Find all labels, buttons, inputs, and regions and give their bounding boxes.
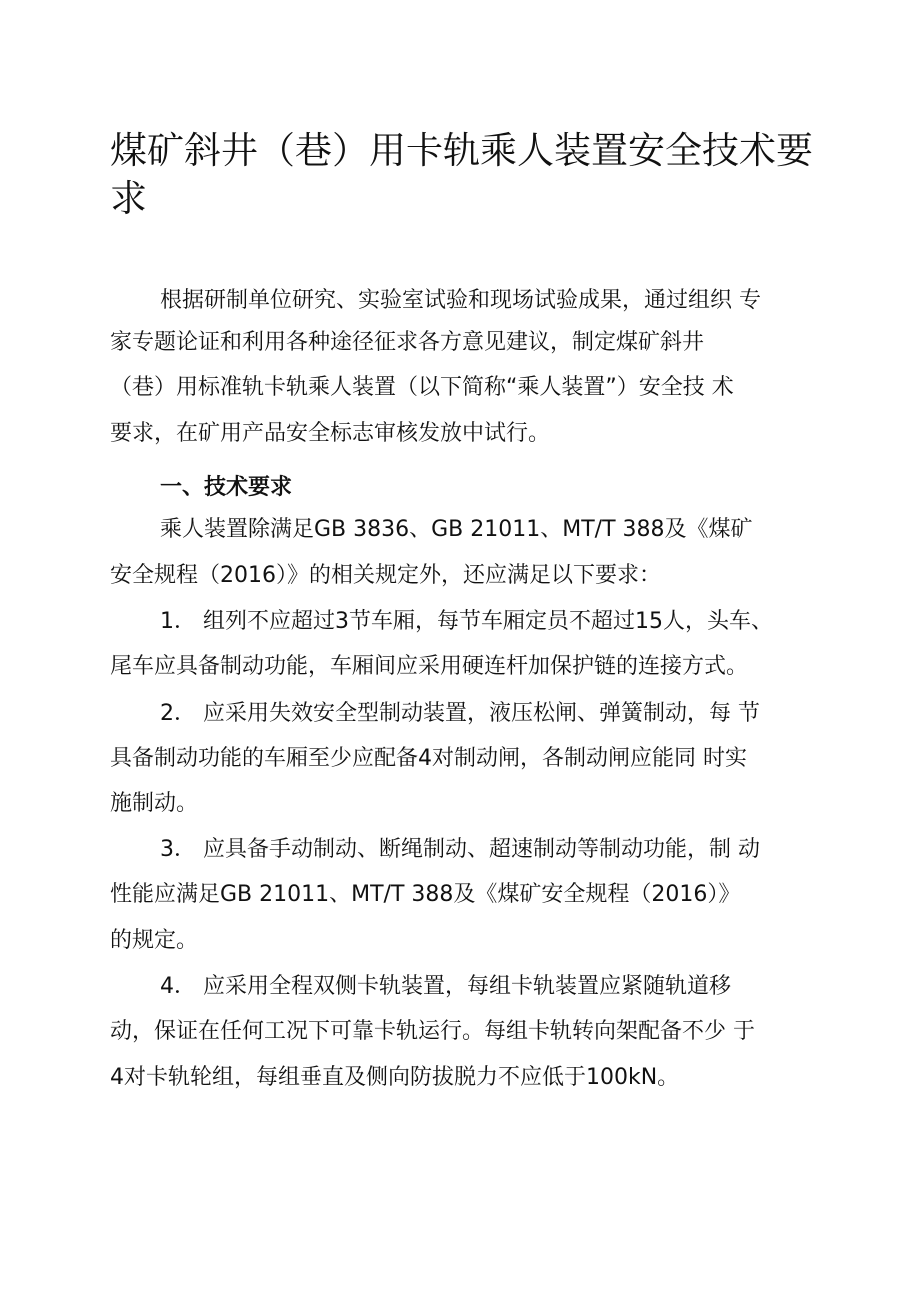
- requirement-3-line: 3． 应具备手动制动、断绳制动、超速制动等制动功能，制 动: [160, 837, 760, 862]
- section-heading: 一、技术要求: [160, 475, 293, 500]
- intro-line: 根据研制单位研究、实验室试验和现场试验成果，通过组织 专: [160, 288, 761, 313]
- intro-line: （巷）用标准轨卡轨乘人装置（以下简称“乘人装置”）安全技 术: [110, 375, 734, 400]
- requirement-4-line: 4． 应采用全程双侧卡轨装置，每组卡轨装置应紧随轨道移: [160, 974, 731, 999]
- requirement-4-line: 4对卡轨轮组，每组垂直及侧向防拔脱力不应低于100kN。: [110, 1065, 680, 1090]
- requirement-1-line: 尾车应具备制动功能，车厢间应采用硬连杆加保护链的连接方式。: [110, 654, 749, 679]
- intro-line: 要求，在矿用产品安全标志审核发放中试行。: [110, 421, 551, 446]
- requirement-3-line: 的规定。: [110, 928, 199, 953]
- intro-line: 家专题论证和利用各种途径征求各方意见建议，制定煤矿斜井: [110, 330, 705, 355]
- section-intro-line: 乘人装置除满足GB 3836、GB 21011、MT/T 388及《煤矿: [160, 517, 753, 542]
- document-title: 煤矿斜井（巷）用卡轨乘人装置安全技术要求: [110, 129, 813, 220]
- requirement-2-line: 具备制动功能的车厢至少应配备4对制动闸，各制动闸应能同 时实: [110, 746, 747, 771]
- requirement-3-line: 性能应满足GB 21011、MT/T 388及《煤矿安全规程（2016）》: [110, 882, 741, 907]
- requirement-2-line: 施制动。: [110, 791, 199, 816]
- section-intro-line: 安全规程（2016）》的相关规定外，还应满足以下要求：: [110, 563, 661, 588]
- requirement-4-line: 动，保证在任何工况下可靠卡轨运行。每组卡轨转向架配备不少 于: [110, 1019, 755, 1044]
- requirement-1-line: 1． 组列不应超过3节车厢，每节车厢定员不超过15人，头车、: [160, 609, 773, 634]
- requirement-2-line: 2． 应采用失效安全型制动装置，液压松闸、弹簧制动，每 节: [160, 701, 760, 726]
